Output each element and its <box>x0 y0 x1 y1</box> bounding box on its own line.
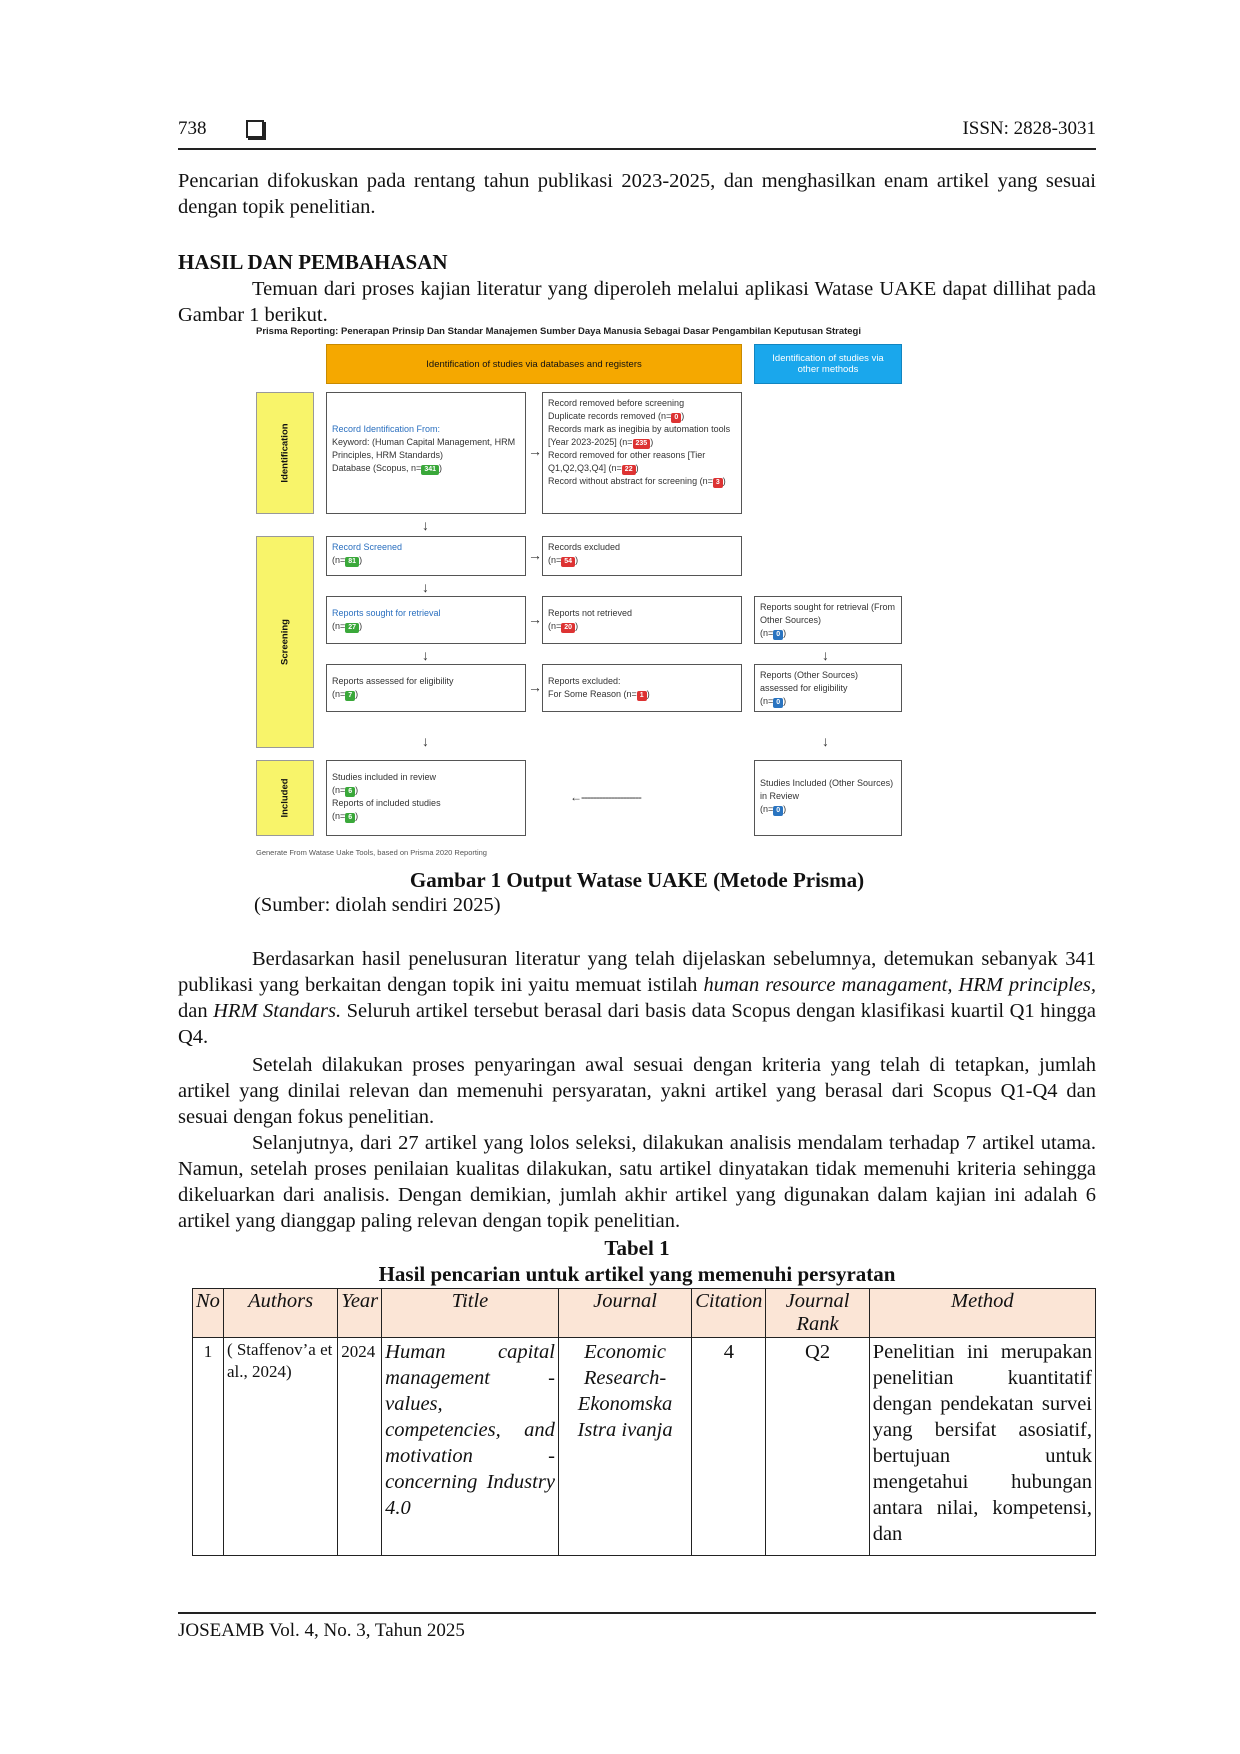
arrow-down-icon: ↓ <box>822 733 829 749</box>
intro-paragraph: Pencarian difokuskan pada rentang tahun publikasi 2023-2025, dan menghasilkan enam artikel yang sesuai dengan topik penelitian. <box>178 170 1096 218</box>
count-badge: 341 <box>421 465 439 475</box>
arrow-right-icon: → <box>528 547 542 563</box>
arrow-down-icon: ↓ <box>822 647 829 663</box>
col-header-title: Title <box>382 1289 559 1338</box>
arrow-right-icon: → <box>528 611 542 627</box>
header-other-methods: Identification of studies via other methods <box>754 344 902 384</box>
other-included-box: Studies Included (Other Sources) in Review (n= 0 ) <box>754 760 902 836</box>
cell-citation: 4 <box>692 1338 766 1556</box>
cell-authors: ( Staffenov’a et al., 2024) <box>223 1338 337 1556</box>
paragraph-3: Selanjutnya, dari 27 artikel yang lolos seleksi, dilakukan analisis mendalam terhadap 7 artikel utama. Namun, setelah proses penilaian kualitas dilakukan, satu artikel dinyatakan tidak memenuhi kriteria sehingga dikeluarkan dari analisis. Dengan demikian, jumlah akhir artikel yang digunakan dalam kajian ini adalah 6 artikel yang dianggap paling relevan dengan topik penelitian. <box>178 1132 1096 1232</box>
phase-screening: Screening <box>256 536 314 748</box>
col-header-authors: Authors <box>223 1289 337 1338</box>
table-label: Tabel 1 <box>604 1236 670 1260</box>
paragraph-1: Berdasarkan hasil penelusuran literatur yang telah dijelaskan sebelumnya, detemukan sebanyak 341 publikasi yang berkaitan dengan topik ini yaitu memuat istilah human resource managament, HRM principles, dan HRM Standars. Seluruh artikel tersebut berasal dari basis data Scopus dengan klasifikasi kuartil Q1 hingga Q4. <box>178 948 1097 1048</box>
reports-assessed-box: Reports assessed for eligibility (n= 7 ) <box>326 664 526 712</box>
dashed-arrow-left-icon: ←-------------------- <box>570 790 641 804</box>
figure-source: (Sumber: diolah sendiri 2025) <box>254 894 501 916</box>
cell-no: 1 <box>193 1338 224 1556</box>
phase-included: Included <box>256 760 314 836</box>
figure-footnote: Generate From Watase Uake Tools, based on Prisma 2020 Reporting <box>256 848 487 857</box>
header-databases: Identification of studies via databases and registers <box>326 344 742 384</box>
arrow-right-icon: → <box>528 443 542 459</box>
records-excluded-box: Records excluded (n= 54 ) <box>542 536 742 576</box>
phase-identification: Identification <box>256 392 314 514</box>
cell-year: 2024 <box>338 1338 382 1556</box>
figure-title: Prisma Reporting: Penerapan Prinsip Dan Standar Manajemen Sumber Daya Manusia Sebagai Dasar Pengambilan Keputusan Strategi <box>256 326 862 337</box>
col-header-citation: Citation <box>692 1289 766 1338</box>
col-header-method: Method <box>869 1289 1095 1338</box>
other-sought-box: Reports sought for retrieval (From Other Sources) (n= 0 ) <box>754 596 902 644</box>
record-identification-box: Record Identification From: Keyword: (Human Capital Management, HRM Principles, HRM Standards) Database (Scopus, n= 341 ) <box>326 392 526 514</box>
arrow-down-icon: ↓ <box>422 733 429 749</box>
page-number: 738 <box>178 118 207 139</box>
page-header <box>178 118 1096 150</box>
cell-method: Penelitian ini merupakan penelitian kuantitatif dengan pendekatan survei yang bersifat asosiatif, bertujuan untuk mengetahui hubungan antara nilai, kompetensi, dan <box>869 1338 1095 1556</box>
cell-journal: Economic Research-Ekonomska Istra ivanja <box>558 1338 691 1556</box>
figure-caption: Gambar 1 Output Watase UAKE (Metode Prisma) <box>409 868 865 892</box>
reports-sought-box: Reports sought for retrieval (n= 27 ) <box>326 596 526 644</box>
table-header-row <box>193 1289 1096 1338</box>
record-screened-box: Record Screened (n= 81 ) <box>326 536 526 576</box>
section-title: HASIL DAN PEMBAHASAN <box>178 250 448 274</box>
table-title: Hasil pencarian untuk artikel yang memenuhi persyratan <box>378 1262 896 1286</box>
arrow-down-icon: ↓ <box>422 647 429 663</box>
arrow-right-icon: → <box>528 679 542 695</box>
arrow-down-icon: ↓ <box>422 579 429 595</box>
reports-excluded-box: Reports excluded: For Some Reason (n= 1 ) <box>542 664 742 712</box>
issn: ISSN: 2828-3031 <box>962 118 1096 139</box>
cell-journal-rank: Q2 <box>766 1338 869 1556</box>
col-header-no: No <box>193 1289 224 1338</box>
col-header-journal: Journal <box>558 1289 691 1338</box>
col-header-year: Year <box>338 1289 382 1338</box>
records-removed-box: Record removed before screening Duplicate records removed (n= 0 ) Records mark as inegibia by automation tools [Year 2023-2025] (n= 235 ) Record removed for other reasons [Tier Q1,Q2,Q3,Q4] (n= 22 ) Record without abstract for screening (n= 3 ) <box>542 392 742 514</box>
arrow-down-icon: ↓ <box>422 517 429 533</box>
cell-title: Human capital management - values, competencies, and motivation - concerning Industry 4.0 <box>382 1338 559 1556</box>
other-assessed-box: Reports (Other Sources) assessed for eligibility (n= 0 ) <box>754 664 902 712</box>
section-intro: Temuan dari proses kajian literatur yang diperoleh melalui aplikasi Watase UAKE dapat dillihat pada Gambar 1 berikut. <box>178 278 1096 326</box>
page-footer: JOSEAMB Vol. 4, No. 3, Tahun 2025 <box>178 1612 1096 1642</box>
prisma-figure <box>250 326 910 860</box>
results-table <box>192 1288 1096 1556</box>
paragraph-2: Setelah dilakukan proses penyaringan awal sesuai dengan kriteria yang telah di tetapkan, jumlah artikel yang dinilai relevan dan memenuhi persyaratan, yakni artikel yang berasal dari Scopus Q1-Q4 dan sesuai dengan fokus penelitian. <box>178 1054 1096 1128</box>
col-header-journal-rank: Journal Rank <box>766 1289 869 1338</box>
square-bullet-icon <box>246 120 264 138</box>
table-row <box>193 1338 1096 1556</box>
reports-not-retrieved-box: Reports not retrieved (n= 20 ) <box>542 596 742 644</box>
studies-included-box: Studies included in review (n= 6 ) Reports of included studies (n= 6 ) <box>326 760 526 836</box>
